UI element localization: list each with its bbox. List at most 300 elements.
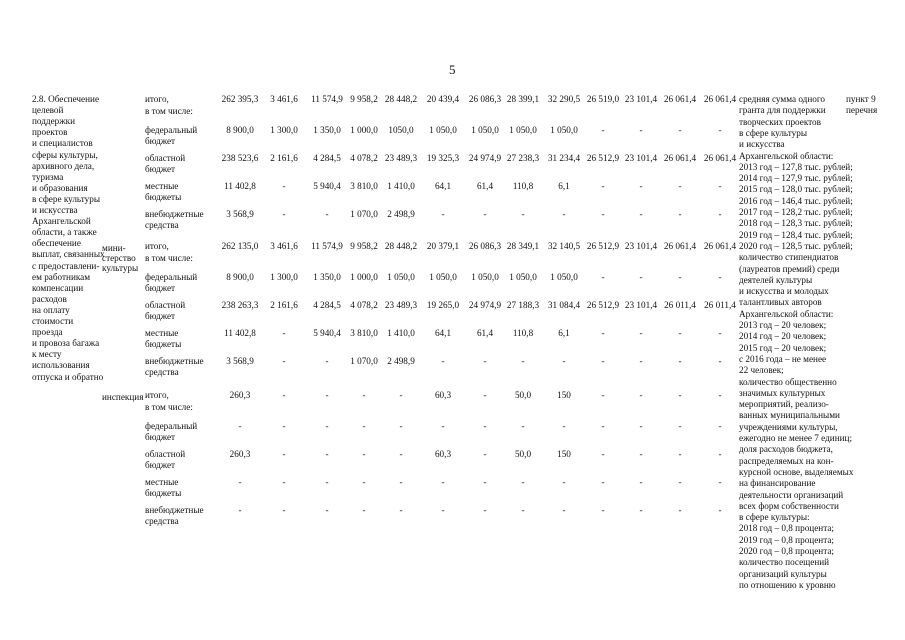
cell-value: 61,4 xyxy=(476,328,494,338)
cell-value: 26 086,3 xyxy=(468,241,502,251)
row-label-local: местные xyxy=(145,328,179,338)
row-label-extra: средства xyxy=(145,220,179,230)
row-label-regional: областной xyxy=(145,300,186,310)
measure-line: и образования xyxy=(32,182,88,193)
row-label-extra: средства xyxy=(145,516,179,526)
indicator-line: 22 человек; xyxy=(739,365,784,376)
indicator-line: 2015 год – 128,0 тыс. рублей; xyxy=(739,184,853,195)
row-label-extra: средства xyxy=(145,367,179,377)
cell-value: 260,3 xyxy=(229,390,251,400)
indicator-line: деятелей культуры xyxy=(739,274,813,285)
cell-value: 150 xyxy=(557,390,571,400)
cell-value: 262 135,0 xyxy=(221,241,259,251)
cell-value: - xyxy=(718,181,722,191)
reference-line: перечня xyxy=(846,105,878,115)
row-label-federal: федеральный xyxy=(145,421,198,431)
cell-value: - xyxy=(521,209,525,219)
cell-value: - xyxy=(601,449,605,459)
cell-value: - xyxy=(601,505,605,515)
cell-value: 1 050,0 xyxy=(550,125,578,135)
indicator-line: и искусства и молодых xyxy=(739,286,829,297)
cell-value: 28 349,1 xyxy=(506,241,540,251)
cell-value: 1 000,0 xyxy=(350,272,378,282)
cell-value: - xyxy=(325,390,329,400)
cell-value: - xyxy=(678,125,682,135)
cell-value: - xyxy=(282,328,286,338)
indicator-line: 2014 год – 20 человек; xyxy=(739,331,827,342)
measure-line: расходов xyxy=(32,293,67,304)
cell-value: - xyxy=(678,328,682,338)
cell-value: - xyxy=(562,421,566,431)
cell-value: 28 448,2 xyxy=(384,241,418,251)
indicator-line: распределяемых на кон- xyxy=(739,455,834,466)
cell-value: - xyxy=(678,181,682,191)
cell-value: 50,0 xyxy=(514,449,532,459)
cell-value: - xyxy=(601,328,605,338)
indicator-line: (лауреатов премий) среди xyxy=(739,263,840,274)
cell-value: - xyxy=(399,390,403,400)
measure-line: проезда xyxy=(32,327,63,338)
cell-value: - xyxy=(399,505,403,515)
row-label-incl: в том числе: xyxy=(145,402,193,412)
measure-line: использования xyxy=(32,360,90,371)
indicator-line: 2017 год – 128,2 тыс. рублей; xyxy=(739,207,853,217)
cell-value: - xyxy=(282,505,286,515)
measure-line: компенсации xyxy=(32,282,84,293)
cell-value: - xyxy=(601,477,605,487)
indicator-line: Архангельской области: xyxy=(739,308,834,319)
cell-value: - xyxy=(601,125,605,135)
row-label-local: местные xyxy=(145,477,179,487)
cell-value: - xyxy=(601,181,605,191)
cell-value: 4 284,5 xyxy=(313,300,341,310)
indicator-line: гранта для поддержки xyxy=(739,105,826,116)
cell-value: - xyxy=(601,390,605,400)
reference-line: пункт 9 xyxy=(846,94,876,104)
cell-value: 26 519,0 xyxy=(586,94,620,104)
measure-line: архивного дела, xyxy=(32,160,95,171)
executor-ministry-line: стерство xyxy=(102,253,136,263)
indicator-line: курсной основе, выделяемых xyxy=(739,466,854,477)
row-label-extra: внебюджетные xyxy=(145,356,204,366)
indicator-line: 2014 год – 127,9 тыс. рублей; xyxy=(739,173,853,184)
cell-value: - xyxy=(678,356,682,366)
cell-value: 1 300,0 xyxy=(270,272,298,282)
cell-value: - xyxy=(639,356,643,366)
cell-value: - xyxy=(483,505,487,515)
indicator-line: 2013 год – 20 человек; xyxy=(739,320,827,330)
measure-line: Архангельской xyxy=(32,216,91,227)
indicator-line: творческих проектов xyxy=(739,116,821,127)
row-label-total: итого, xyxy=(145,94,169,104)
cell-value: - xyxy=(282,209,286,219)
cell-value: - xyxy=(521,421,525,431)
row-label-regional: бюджет xyxy=(145,460,176,470)
cell-value: 28 448,2 xyxy=(384,94,418,104)
row-label-regional: областной xyxy=(145,153,186,163)
cell-value: 3 568,9 xyxy=(226,209,254,219)
cell-value: - xyxy=(282,390,286,400)
cell-value: 11 402,8 xyxy=(224,328,256,338)
indicator-line: 2016 год – 146,4 тыс. рублей; xyxy=(739,195,853,206)
executor-ministry-line: культуры xyxy=(102,263,139,273)
cell-value: 26 061,4 xyxy=(663,153,697,163)
cell-value: 26 512,9 xyxy=(586,241,620,251)
indicator-line: ванных муниципальными xyxy=(739,410,840,421)
cell-value: - xyxy=(325,477,329,487)
cell-value: - xyxy=(639,421,643,431)
cell-value: 1 050,0 xyxy=(509,272,537,282)
cell-value: - xyxy=(325,449,329,459)
cell-value: 20 439,4 xyxy=(426,94,460,104)
measure-line: целевой xyxy=(32,105,64,116)
cell-value: - xyxy=(441,505,445,515)
cell-value: 1 050,0 xyxy=(471,125,499,135)
cell-value: 1 350,0 xyxy=(313,125,341,135)
cell-value: 64,1 xyxy=(434,328,452,338)
cell-value: - xyxy=(399,421,403,431)
cell-value: - xyxy=(238,477,242,487)
measure-line: к месту xyxy=(32,349,62,360)
indicator-line: количество стипендиатов xyxy=(739,252,839,263)
cell-value: - xyxy=(678,477,682,487)
cell-value: 238 263,3 xyxy=(221,300,259,310)
cell-value: 1 410,0 xyxy=(387,328,415,338)
cell-value: 11 574,9 xyxy=(311,94,343,104)
cell-value: - xyxy=(441,477,445,487)
cell-value: 1050,0 xyxy=(388,125,414,135)
cell-value: - xyxy=(325,421,329,431)
cell-value: 262 395,3 xyxy=(221,94,259,104)
cell-value: 1 050,0 xyxy=(429,272,457,282)
cell-value: 20 379,1 xyxy=(426,241,460,251)
indicator-line: в сфере культуры: xyxy=(739,512,810,523)
cell-value: - xyxy=(639,272,643,282)
measure-line: с предоставлени- xyxy=(32,260,100,271)
indicator-line: 2020 год – 0,8 процента; xyxy=(739,546,834,556)
cell-value: - xyxy=(282,181,286,191)
cell-value: - xyxy=(362,505,366,515)
cell-value: 5 940,4 xyxy=(313,328,341,338)
cell-value: 26 061,4 xyxy=(663,241,697,251)
cell-value: 4 078,2 xyxy=(350,300,378,310)
cell-value: - xyxy=(362,477,366,487)
cell-value: - xyxy=(362,449,366,459)
cell-value: 26 061,4 xyxy=(703,153,737,163)
row-label-federal: федеральный xyxy=(145,125,198,135)
indicator-line: 2018 год – 128,3 тыс. рублей; xyxy=(739,218,853,229)
cell-value: - xyxy=(282,449,286,459)
cell-value: - xyxy=(639,125,643,135)
row-label-regional: бюджет xyxy=(145,164,176,174)
cell-value: - xyxy=(441,209,445,219)
measure-line: в сфере культуры xyxy=(32,193,101,204)
indicator-line: доля расходов бюджета, xyxy=(739,444,833,455)
cell-value: - xyxy=(718,390,722,400)
cell-value: - xyxy=(718,125,722,135)
cell-value: - xyxy=(562,209,566,219)
cell-value: 26 061,4 xyxy=(703,94,737,104)
cell-value: 31 234,4 xyxy=(547,153,581,163)
row-label-federal: бюджет xyxy=(145,136,176,146)
cell-value: - xyxy=(601,421,605,431)
cell-value: - xyxy=(441,356,445,366)
measure-line: области, а также xyxy=(32,227,97,238)
cell-value: 110,8 xyxy=(512,328,534,338)
cell-value: 28 399,1 xyxy=(506,94,540,104)
indicator-line: 2013 год – 127,8 тыс. рублей; xyxy=(739,161,853,172)
cell-value: - xyxy=(562,356,566,366)
cell-value: - xyxy=(678,449,682,459)
cell-value: - xyxy=(718,272,722,282)
cell-value: - xyxy=(483,449,487,459)
cell-value: - xyxy=(562,505,566,515)
cell-value: 1 050,0 xyxy=(509,125,537,135)
indicator-line: мероприятий, реализо- xyxy=(739,399,829,410)
indicator-line: 2018 год – 0,8 процента; xyxy=(739,523,834,534)
indicator-line: по отношению к уровню xyxy=(739,579,836,590)
cell-value: 1 350,0 xyxy=(313,272,341,282)
cell-value: 23 489,3 xyxy=(384,153,418,163)
cell-value: 26 061,4 xyxy=(703,241,737,251)
cell-value: 2 161,6 xyxy=(270,300,298,310)
cell-value: 19 325,3 xyxy=(426,153,460,163)
cell-value: 3 461,6 xyxy=(270,94,298,104)
cell-value: - xyxy=(325,356,329,366)
indicator-line: ежегодно не менее 7 единиц; xyxy=(739,433,853,443)
cell-value: 23 101,4 xyxy=(624,94,658,104)
cell-value: - xyxy=(483,209,487,219)
cell-value: - xyxy=(639,477,643,487)
cell-value: 9 958,2 xyxy=(350,241,378,251)
cell-value: - xyxy=(483,477,487,487)
cell-value: 26 512,9 xyxy=(586,300,620,310)
row-label-total: итого, xyxy=(145,241,169,251)
indicator-line: Архангельской области: xyxy=(739,150,834,161)
cell-value: 3 810,0 xyxy=(350,181,378,191)
cell-value: 1 070,0 xyxy=(350,356,378,366)
cell-value: - xyxy=(718,209,722,219)
indicator-line: деятельности организаций xyxy=(739,489,844,500)
cell-value: 11 402,8 xyxy=(224,181,256,191)
cell-value: - xyxy=(282,356,286,366)
cell-value: - xyxy=(483,390,487,400)
cell-value: 1 300,0 xyxy=(270,125,298,135)
cell-value: - xyxy=(639,390,643,400)
measure-line: выплат, связанных xyxy=(32,249,105,260)
cell-value: - xyxy=(325,505,329,515)
cell-value: 61,4 xyxy=(476,181,494,191)
cell-value: - xyxy=(601,272,605,282)
cell-value: 4 284,5 xyxy=(313,153,341,163)
cell-value: - xyxy=(678,209,682,219)
cell-value: - xyxy=(521,477,525,487)
cell-value: 26 086,3 xyxy=(468,94,502,104)
row-label-local: бюджеты xyxy=(145,339,182,349)
row-label-regional: бюджет xyxy=(145,311,176,321)
row-label-extra: внебюджетные xyxy=(145,505,204,515)
cell-value: - xyxy=(678,421,682,431)
measure-line: и специалистов xyxy=(32,138,93,149)
cell-value: 19 265,0 xyxy=(426,300,460,310)
indicator-line: 2015 год – 20 человек; xyxy=(739,342,827,353)
cell-value: - xyxy=(399,477,403,487)
measure-line: ем работникам xyxy=(32,271,91,282)
row-label-regional: областной xyxy=(145,449,186,459)
cell-value: 60,3 xyxy=(434,449,452,459)
cell-value: 64,1 xyxy=(434,181,452,191)
indicator-line: 2019 год – 128,4 тыс. рублей; xyxy=(739,229,853,240)
cell-value: - xyxy=(639,328,643,338)
cell-value: 1 070,0 xyxy=(350,209,378,219)
row-label-incl: в том числе: xyxy=(145,253,193,263)
measure-line: на оплату xyxy=(32,304,70,315)
indicator-line: с 2016 года – не менее xyxy=(739,353,827,364)
cell-value: 150 xyxy=(557,449,571,459)
cell-value: 23 489,3 xyxy=(384,300,418,310)
row-label-federal: бюджет xyxy=(145,283,176,293)
cell-value: 27 238,3 xyxy=(506,153,540,163)
indicator-line: талантливых авторов xyxy=(739,297,822,308)
cell-value: 8 900,0 xyxy=(226,125,254,135)
measure-line: отпуска и обратно xyxy=(32,371,104,382)
row-label-local: местные xyxy=(145,181,179,191)
cell-value: - xyxy=(282,421,286,431)
cell-value: - xyxy=(718,505,722,515)
cell-value: 1 410,0 xyxy=(387,181,415,191)
cell-value: 23 101,4 xyxy=(624,300,658,310)
cell-value: - xyxy=(718,449,722,459)
row-label-federal: бюджет xyxy=(145,432,176,442)
cell-value: 11 574,9 xyxy=(311,241,343,251)
cell-value: 27 188,3 xyxy=(506,300,540,310)
cell-value: 238 523,6 xyxy=(221,153,259,163)
measure-line: и провоза багажа xyxy=(32,338,100,349)
cell-value: - xyxy=(362,390,366,400)
cell-value: - xyxy=(238,505,242,515)
cell-value: 2 498,9 xyxy=(387,209,415,219)
cell-value: - xyxy=(282,477,286,487)
cell-value: 1 050,0 xyxy=(550,272,578,282)
cell-value: 60,3 xyxy=(434,390,452,400)
cell-value: 3 461,6 xyxy=(270,241,298,251)
cell-value: - xyxy=(639,505,643,515)
cell-value: - xyxy=(639,209,643,219)
cell-value: 4 078,2 xyxy=(350,153,378,163)
row-label-incl: в том числе: xyxy=(145,106,193,116)
measure-line: проектов xyxy=(32,127,68,138)
indicator-line: 2019 год – 0,8 процента; xyxy=(739,534,834,545)
cell-value: 8 900,0 xyxy=(226,272,254,282)
executor-ministry-line: мини- xyxy=(102,243,126,253)
indicator-line: на финансирование xyxy=(739,478,816,489)
cell-value: 32 140,5 xyxy=(547,241,581,251)
cell-value: 5 940,4 xyxy=(313,181,341,191)
cell-value: 32 290,5 xyxy=(547,94,581,104)
measure-line: и искусства xyxy=(32,205,78,215)
cell-value: - xyxy=(483,356,487,366)
cell-value: - xyxy=(362,421,366,431)
cell-value: 23 101,4 xyxy=(624,153,658,163)
cell-value: - xyxy=(639,181,643,191)
indicator-line: значимых культурных xyxy=(739,387,826,398)
indicator-line: учреждениями культуры, xyxy=(739,421,838,432)
cell-value: - xyxy=(483,421,487,431)
measure-line: туризма xyxy=(32,171,64,182)
measure-line: сферы культуры, xyxy=(32,149,98,160)
cell-value: - xyxy=(325,209,329,219)
executor-inspection: инспекция xyxy=(102,392,144,402)
cell-value: 24 974,9 xyxy=(468,300,502,310)
measure-line: стоимости xyxy=(32,316,74,326)
cell-value: 23 101,4 xyxy=(624,241,658,251)
cell-value: 1 050,0 xyxy=(471,272,499,282)
cell-value: - xyxy=(601,356,605,366)
cell-value: - xyxy=(601,209,605,219)
indicator-line: организаций культуры xyxy=(739,568,827,579)
page-number: 5 xyxy=(449,62,456,77)
cell-value: 26 512,9 xyxy=(586,153,620,163)
cell-value: - xyxy=(521,505,525,515)
row-label-total: итого, xyxy=(145,390,169,400)
cell-value: - xyxy=(678,390,682,400)
indicator-line: и искусства xyxy=(739,139,785,150)
cell-value: 1 000,0 xyxy=(350,125,378,135)
indicator-line: всех форм собственности xyxy=(739,500,839,511)
cell-value: - xyxy=(562,477,566,487)
cell-value: 26 011,4 xyxy=(664,300,696,310)
indicator-line: в сфере культуры xyxy=(739,127,808,138)
cell-value: 31 084,4 xyxy=(547,300,581,310)
cell-value: 2 498,9 xyxy=(387,356,415,366)
row-label-local: бюджеты xyxy=(145,192,182,202)
cell-value: - xyxy=(639,449,643,459)
row-label-federal: федеральный xyxy=(145,272,198,282)
cell-value: 6,1 xyxy=(558,328,570,338)
cell-value: - xyxy=(678,505,682,515)
cell-value: 3 810,0 xyxy=(350,328,378,338)
cell-value: - xyxy=(718,477,722,487)
cell-value: 2 161,6 xyxy=(270,153,298,163)
cell-value: 26 011,4 xyxy=(704,300,736,310)
cell-value: - xyxy=(678,272,682,282)
cell-value: - xyxy=(238,421,242,431)
cell-value: - xyxy=(399,449,403,459)
row-label-extra: внебюджетные xyxy=(145,209,204,219)
indicator-line: количество посещений xyxy=(739,557,830,568)
cell-value: - xyxy=(441,421,445,431)
indicator-line: средняя сумма одного xyxy=(739,94,825,104)
indicator-line: количество общественно xyxy=(739,376,837,387)
cell-value: 9 958,2 xyxy=(350,94,378,104)
cell-value: 26 061,4 xyxy=(663,94,697,104)
cell-value: 24 974,9 xyxy=(468,153,502,163)
cell-value: 110,8 xyxy=(512,181,534,191)
cell-value: 50,0 xyxy=(514,390,532,400)
cell-value: 1 050,0 xyxy=(429,125,457,135)
cell-value: 260,3 xyxy=(229,449,251,459)
measure-line: 2.8. Обеспечение xyxy=(32,94,100,104)
measure-line: обеспечение xyxy=(32,238,81,249)
cell-value: - xyxy=(718,356,722,366)
cell-value: 6,1 xyxy=(558,181,570,191)
row-label-local: бюджеты xyxy=(145,488,182,498)
cell-value: 1 050,0 xyxy=(387,272,415,282)
indicator-line: 2020 год – 128,5 тыс. рублей; xyxy=(739,240,853,251)
cell-value: 3 568,9 xyxy=(226,356,254,366)
cell-value: - xyxy=(521,356,525,366)
cell-value: - xyxy=(718,328,722,338)
